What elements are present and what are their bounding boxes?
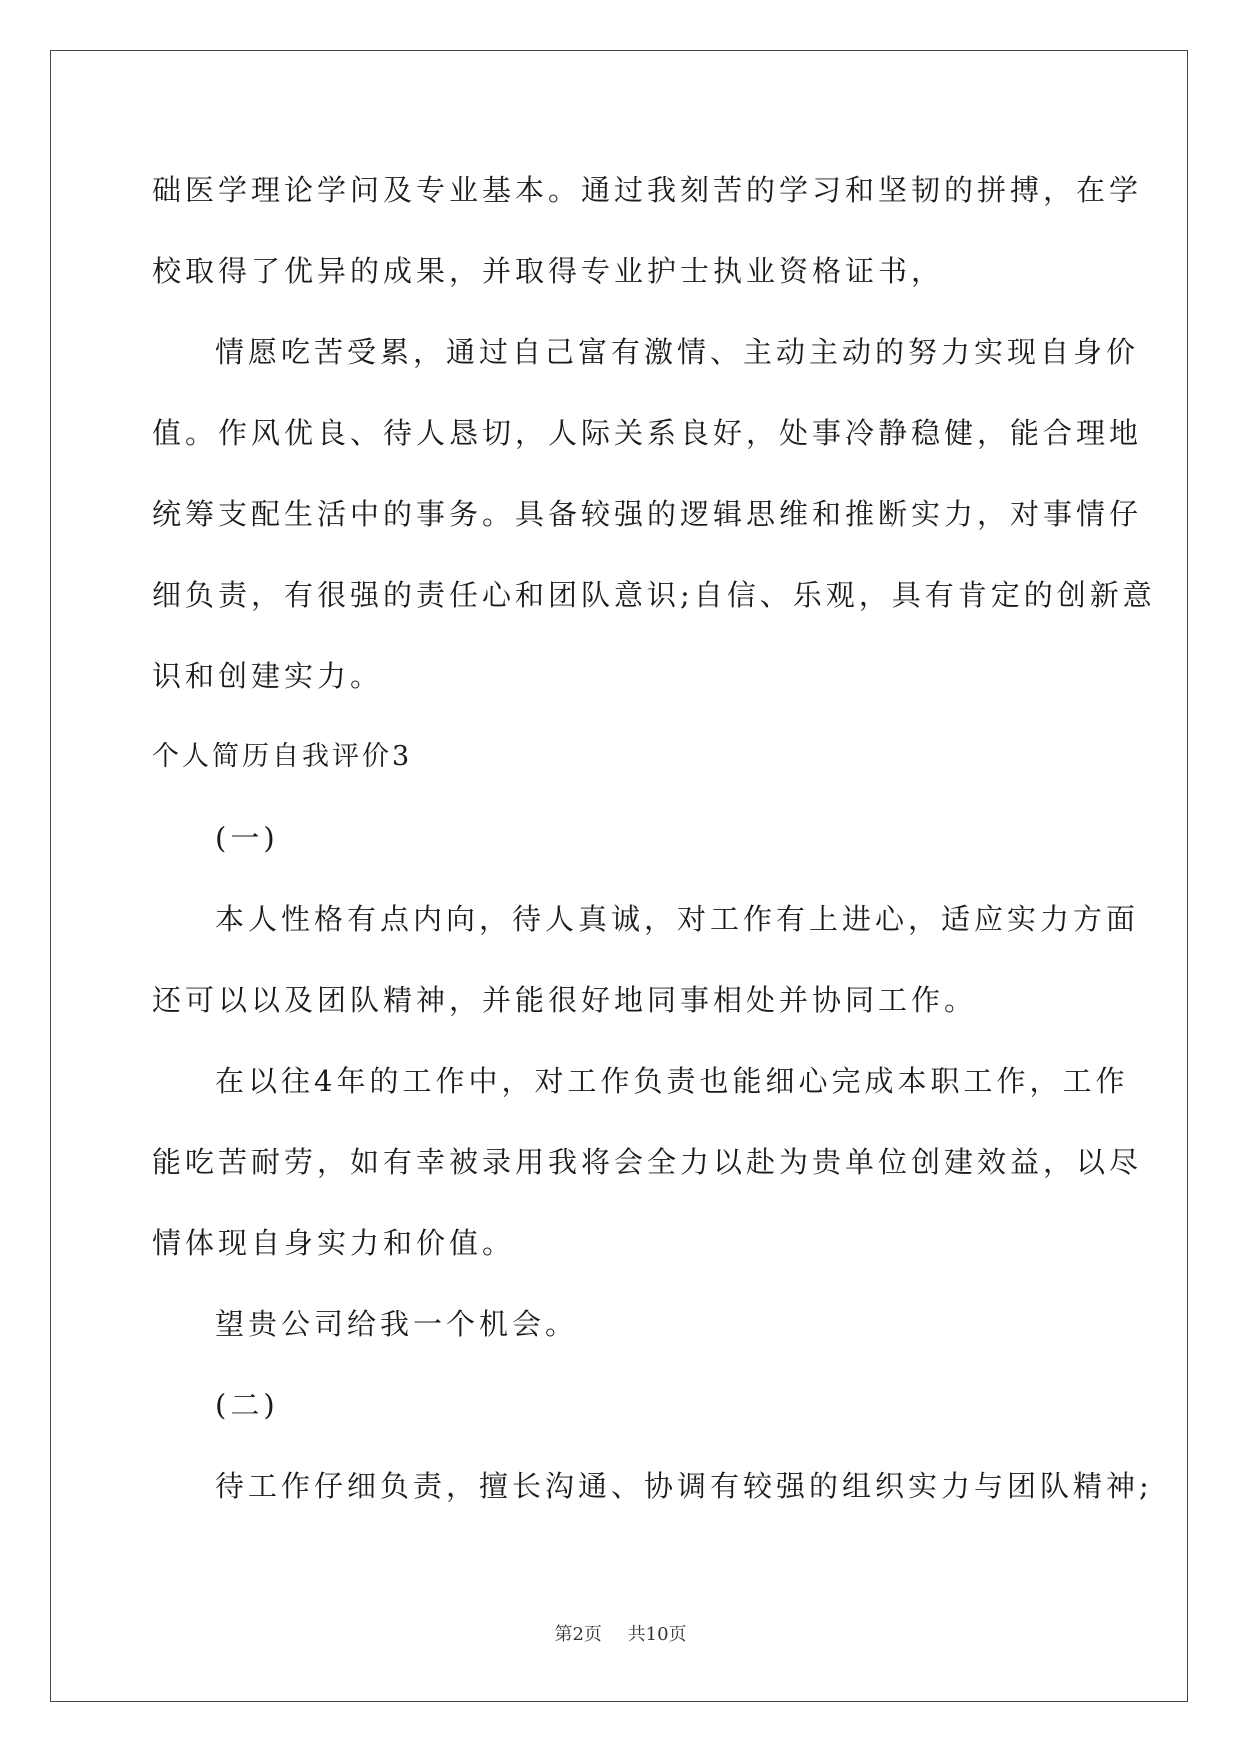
text-line: 待工作仔细负责，擅长沟通、协调有较强的组织实力与团队精神; (215, 1469, 1153, 1503)
text-line: 还可以以及团队精神，并能很好地同事相处并协同工作。 (152, 983, 978, 1017)
text-line: 在以往4年的工作中，对工作负责也能细心完成本职工作，工作 (215, 1064, 1129, 1098)
text-line: 情愿吃苦受累，通过自己富有激情、主动主动的努力实现自身价 (215, 335, 1140, 369)
text-line: 值。作风优良、待人恳切，人际关系良好，处事冷静稳健，能合理地 (152, 416, 1143, 450)
text-line: 本人性格有点内向，待人真诚，对工作有上进心，适应实力方面 (215, 902, 1140, 936)
page-number: 第2页 (554, 1624, 602, 1645)
subsection-marker: (二) (215, 1388, 279, 1422)
text-line: 校取得了优异的成果，并取得专业护士执业资格证书， (152, 254, 945, 288)
text-line: 望贵公司给我一个机会。 (215, 1307, 579, 1341)
text-line: 识和创建实力。 (152, 659, 384, 693)
section-heading: 个人简历自我评价3 (152, 741, 413, 772)
text-line: 能吃苦耐劳，如有幸被录用我将会全力以赴为贵单位创建效益，以尽 (152, 1145, 1143, 1179)
text-line: 情体现自身实力和价值。 (152, 1226, 516, 1260)
text-line: 细负责，有很强的责任心和团队意识;自信、乐观，具有肯定的创新意 (152, 578, 1156, 612)
text-line: 础医学理论学问及专业基本。通过我刻苦的学习和坚韧的拼搏，在学 (152, 173, 1143, 207)
page-border (50, 50, 1188, 1702)
text-line: 统筹支配生活中的事务。具备较强的逻辑思维和推断实力，对事情仔 (152, 497, 1143, 531)
subsection-marker: (一) (215, 821, 279, 855)
page-footer (0, 1623, 1241, 1647)
page-total: 共10页 (627, 1624, 687, 1645)
